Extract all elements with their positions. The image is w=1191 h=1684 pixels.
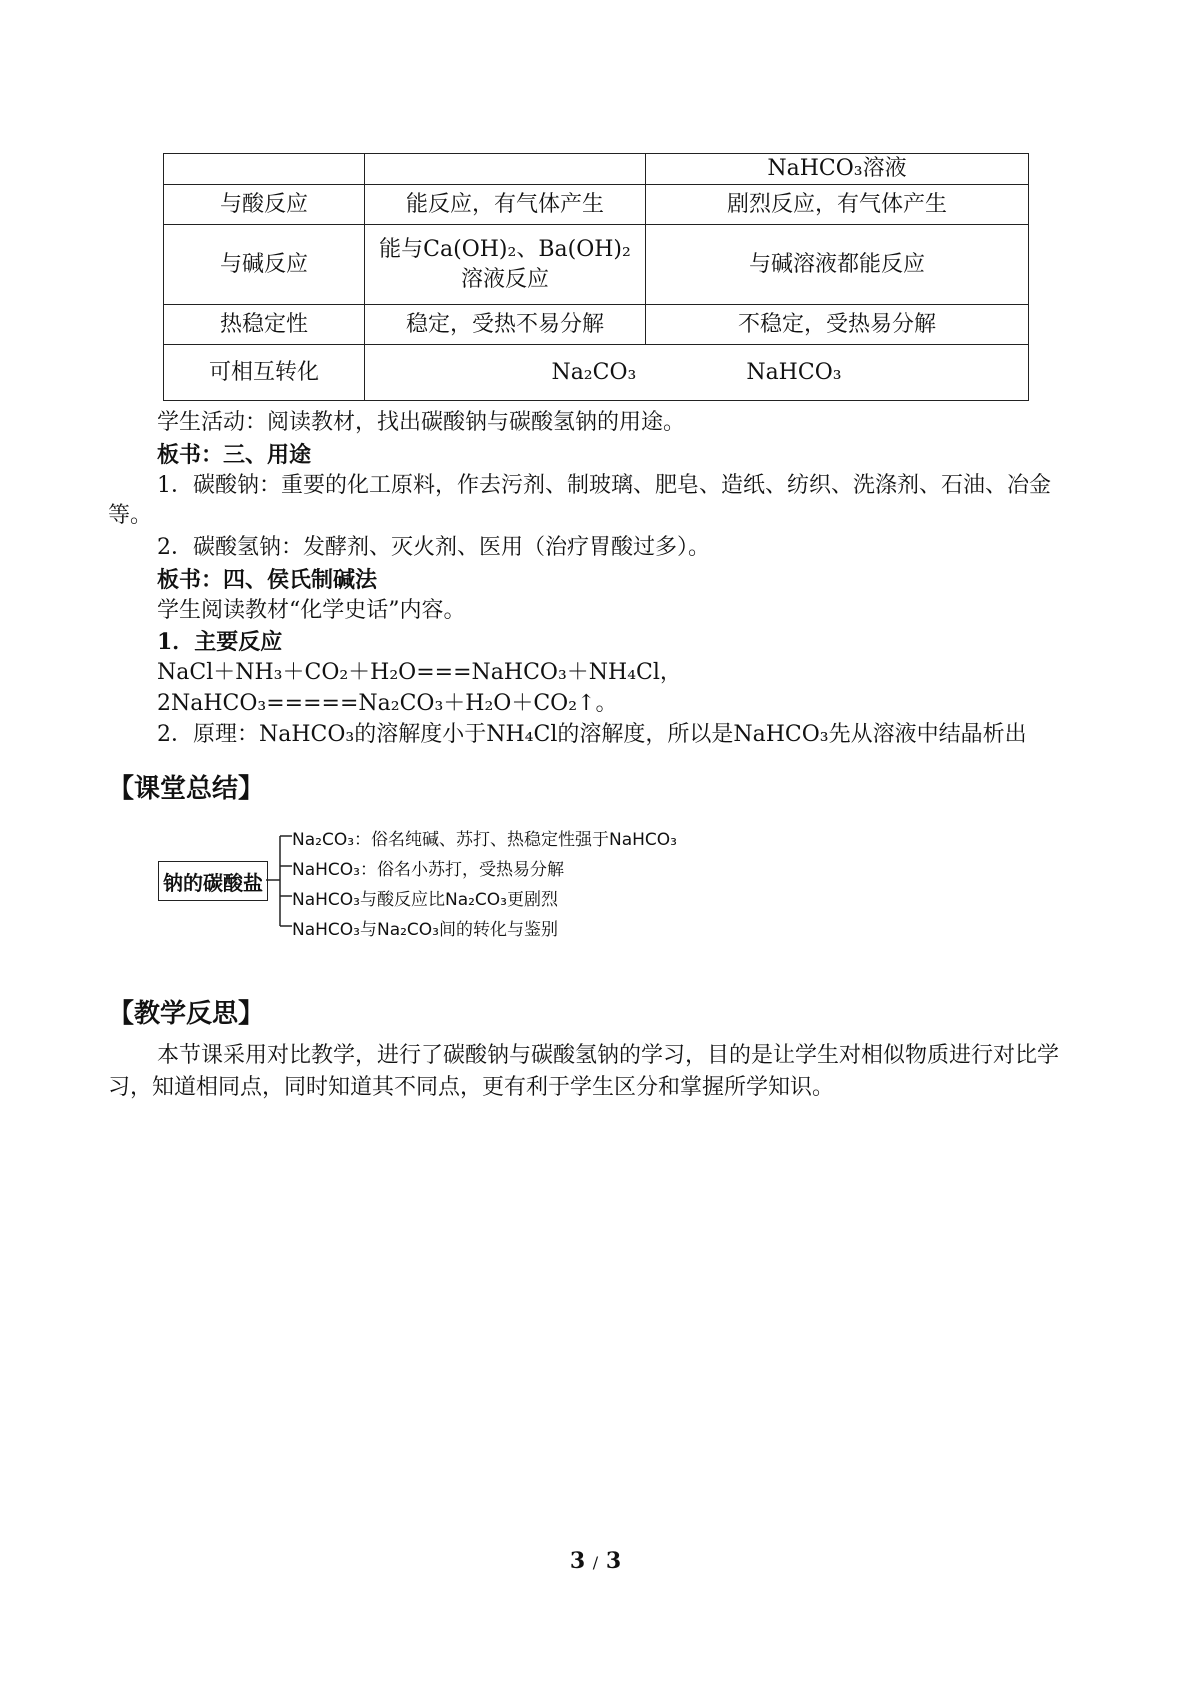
page-number	[0, 1548, 1191, 1574]
summary-box: 钠的碳酸盐	[158, 861, 268, 901]
table-cell: 与碱反应	[164, 225, 365, 305]
table-cell: 不稳定，受热易分解	[646, 305, 1029, 345]
reflection-heading: 【教学反思】	[108, 999, 265, 1029]
table-cell: 剧烈反应，有气体产生	[646, 185, 1029, 225]
summary-item: NaHCO₃与酸反应比Na₂CO₃更剧烈	[292, 890, 558, 910]
equation-1: NaCl＋NH₃＋CO₂＋H₂O===NaHCO₃＋NH₄Cl，	[157, 660, 682, 685]
conversion-formulas	[551, 358, 841, 388]
table-cell: 热稳定性	[164, 305, 365, 345]
reflection-text: 本节课采用对比教学，进行了碳酸钠与碳酸氢钠的学习，目的是让学生对相似物质进行对比学习，知道相同点，同时知道其不同点，更有利于学生区分和掌握所学知识。	[108, 1043, 1060, 1100]
table-cell: NaHCO₃溶液	[646, 154, 1029, 185]
read-history-text: 学生阅读教材“化学史话”内容。	[157, 598, 466, 623]
table-cell	[164, 154, 365, 185]
table-cell	[365, 154, 646, 185]
conversion-cell	[365, 345, 1029, 401]
table-cell: 能与Ca(OH)₂、Ba(OH)₂ 溶液反应	[365, 225, 646, 305]
board-heading-uses: 板书：三、用途	[157, 442, 312, 468]
table-row	[164, 345, 1029, 401]
summary-item: Na₂CO₃：俗名纯碱、苏打、热稳定性强于NaHCO₃	[292, 830, 677, 850]
table-cell: 稳定，受热不易分解	[365, 305, 646, 345]
summary-item: NaHCO₃：俗名小苏打，受热易分解	[292, 860, 564, 880]
summary-heading: 【课堂总结】	[108, 774, 265, 804]
board-heading-hou-process: 板书：四、侯氏制碱法	[157, 567, 378, 593]
equation-2: 2NaHCO₃=====Na₂CO₃＋H₂O＋CO₂↑。	[157, 691, 618, 716]
table-header-row	[164, 154, 1029, 185]
principle-text: 2．原理：NaHCO₃的溶解度小于NH₄Cl的溶解度，所以是NaHCO₃先从溶液中结晶析出	[157, 722, 1027, 747]
table-cell: 可相互转化	[164, 345, 365, 401]
table-cell: 能反应，有气体产生	[365, 185, 646, 225]
comparison-table	[163, 153, 1029, 401]
table-row	[164, 225, 1029, 305]
table-row	[164, 185, 1029, 225]
table-cell: 与酸反应	[164, 185, 365, 225]
page-current: 3	[569, 1548, 586, 1574]
conversion-left: Na₂CO₃	[551, 359, 637, 385]
page-total: 3	[605, 1548, 622, 1574]
use-sodium-carbonate: 1．碳酸钠：重要的化工原料，作去污剂、制玻璃、肥皂、造纸、纺织、洗涤剂、石油、冶金等。	[108, 473, 1052, 528]
table-row	[164, 305, 1029, 345]
use-sodium-bicarbonate: 2．碳酸氢钠：发酵剂、灭火剂、医用（治疗胃酸过多）。	[157, 535, 710, 560]
summary-item: NaHCO₃与Na₂CO₃间的转化与鉴别	[292, 920, 558, 940]
page-separator: /	[592, 1553, 599, 1572]
table-cell: 与碱溶液都能反应	[646, 225, 1029, 305]
conversion-right: NaHCO₃	[746, 359, 842, 385]
main-reaction-heading: 1．主要反应	[157, 629, 283, 655]
activity-text: 学生活动：阅读教材，找出碳酸钠与碳酸氢钠的用途。	[157, 410, 686, 435]
